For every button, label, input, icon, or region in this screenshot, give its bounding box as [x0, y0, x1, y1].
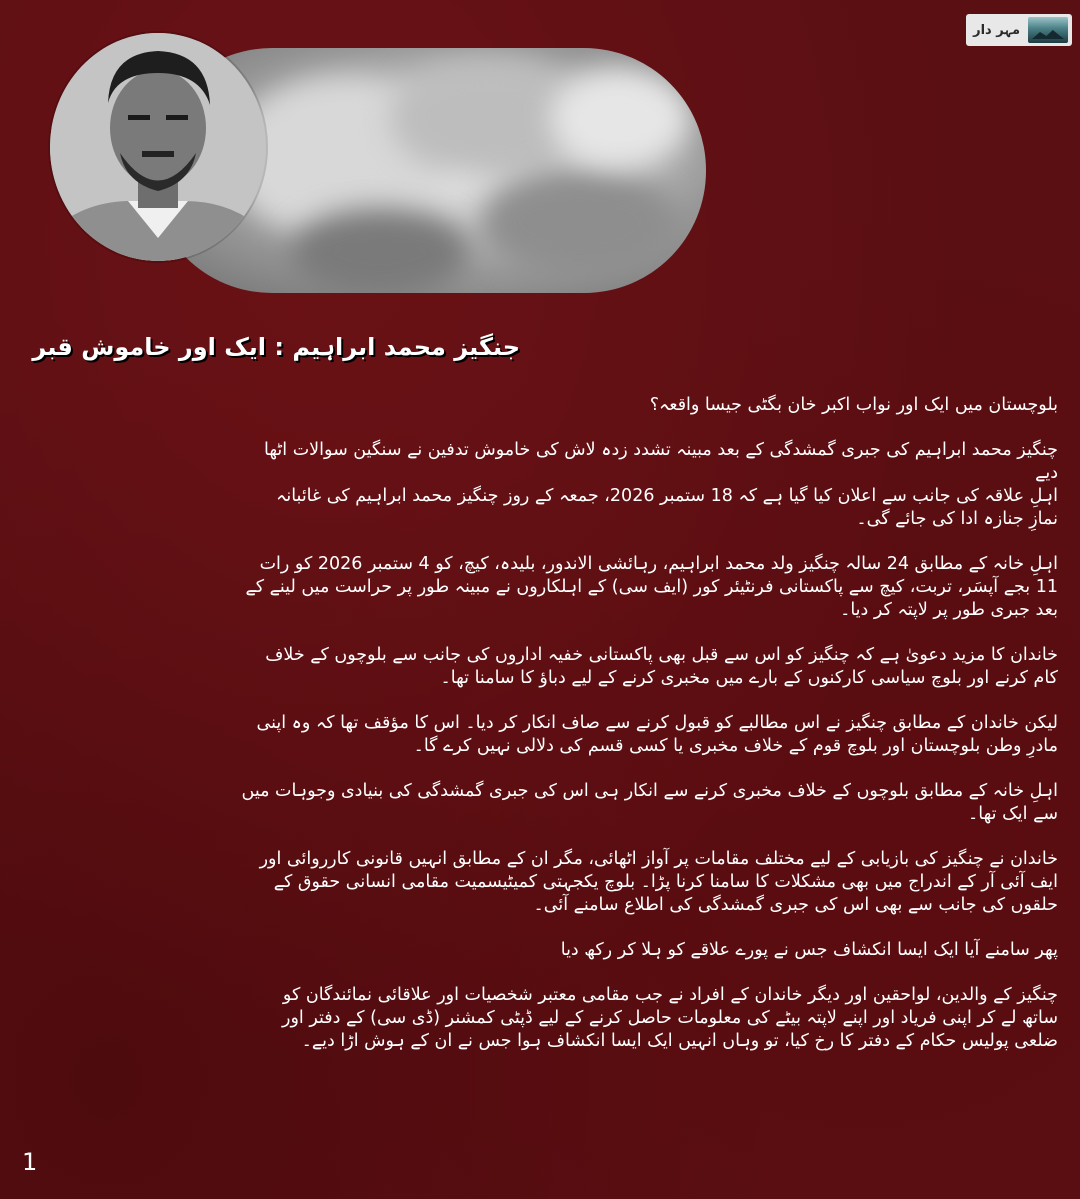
- text-line: بعد جبری طور پر لاپتہ کر دیا۔: [840, 600, 1058, 620]
- paragraph: [18, 712, 1058, 758]
- mountain-lake-logo-icon: [1028, 17, 1068, 43]
- text-line: سے ایک تھا۔: [968, 804, 1058, 824]
- text-line: حلقوں کی جانب سے بھی اس کی جبری گمشدگی کی اطلاع سامنے آئی۔: [533, 895, 1058, 915]
- page-title: جنگیز محمد ابراہیم : ایک اور خاموش قبر: [32, 333, 520, 361]
- text-line: اہلِ خانہ کے مطابق 24 سالہ چنگیز ولد محمد ابراہیم، رہائشی الاندور، بلیدہ، کیچ، کو 4 ستمبر 2026 کو رات: [259, 554, 1058, 574]
- paragraph: [18, 939, 1058, 962]
- text-line: خاندان نے چنگیز کی بازیابی کے لیے مختلف مقامات پر آواز اٹھائی، مگر ان کے مطابق انہیں قانونی کارروائی اور: [259, 849, 1058, 869]
- paragraph: [18, 553, 1058, 622]
- publisher-logo: [966, 14, 1072, 46]
- paragraph: [18, 394, 1058, 417]
- text-line: اہلِ علاقہ کی جانب سے اعلان کیا گیا ہے کہ 18 ستمبر 2026، جمعہ کے روز چنگیز محمد ابراہیم کی غائبانہ: [276, 486, 1058, 506]
- paragraph: [18, 848, 1058, 917]
- text-line: 11 بجے آپسَر، تربت، کیچ سے پاکستانی فرنٹیئر کور (ایف سی) کے اہلکاروں نے مبینہ طور پر حراست میں لینے کے: [245, 577, 1058, 597]
- person-portrait-icon: [50, 33, 266, 261]
- page-number: 1: [22, 1148, 38, 1176]
- article-body: [18, 394, 1058, 1075]
- text-line: ضلعی پولیس حکام کے دفتر کا رخ کیا، تو وہاں انہیں ایک ایسا انکشاف ہوا جس نے ان کے ہوش اڑا دیے۔: [301, 1031, 1058, 1051]
- text-line: اہلِ خانہ کے مطابق بلوچوں کے خلاف مخبری کرنے سے انکار ہی اس کی جبری گمشدگی کی بنیادی وجوہات میں: [241, 781, 1058, 801]
- text-line: چنگیز محمد ابراہیم کی جبری گمشدگی کے بعد مبینہ تشدد زدہ لاش کی خاموش تدفین نے سنگین سوالات اٹھا: [264, 440, 1058, 460]
- paragraph: [18, 644, 1058, 690]
- text-line: بلوچستان میں ایک اور نواب اکبر خان بگٹی جیسا واقعہ؟: [649, 395, 1058, 415]
- text-line: مادرِ وطن بلوچستان اور بلوچ قوم کے خلاف مخبری یا کسی قسم کی دلالی نہیں کرے گا۔: [413, 736, 1058, 756]
- text-line: خاندان کا مزید دعویٰ ہے کہ چنگیز کو اس سے قبل بھی پاکستانی خفیہ اداروں کی جانب سے بلوچوں کے خلاف: [265, 645, 1058, 665]
- text-line: ساتھ لے کر اپنی فریاد اور اپنے لاپتہ بیٹے کی معلومات حاصل کرنے کے لیے ڈپٹی کمشنر (ڈی سی) کے دفتر اور: [282, 1008, 1058, 1028]
- text-line: چنگیز کے والدین، لواحقین اور دیگر خاندان کے افراد نے جب مقامی معتبر شخصیات اور علاقائی نمائندگان کو: [282, 985, 1058, 1005]
- text-line: پھر سامنے آیا ایک ایسا انکشاف جس نے پورے علاقے کو ہلا کر رکھ دیا: [560, 940, 1058, 960]
- paragraph: [18, 984, 1058, 1053]
- text-line: ایف آئی آر کے اندراج میں بھی مشکلات کا سامنا کرنا پڑا۔ بلوچ یکجہتی کمیٹیسمیت مقامی انسانی حقوق کے: [273, 872, 1058, 892]
- portrait-photo: [50, 33, 266, 261]
- text-line: نمازِ جنازہ ادا کی جائے گی۔: [856, 509, 1058, 529]
- logo-text: مہر دار: [973, 22, 1020, 38]
- text-line: لیکن خاندان کے مطابق چنگیز نے اس مطالبے کو قبول کرنے سے صاف انکار کر دیا۔ اس کا مؤقف تھا کہ وہ اپنی: [256, 713, 1058, 733]
- text-line: کام کرنے اور بلوچ سیاسی کارکنوں کے بارے میں مخبری کرنے کے لیے دباؤ کا سامنا تھا۔: [440, 668, 1058, 688]
- text-line: دیے: [1035, 463, 1058, 483]
- paragraph: [18, 780, 1058, 826]
- paragraph: [18, 439, 1058, 531]
